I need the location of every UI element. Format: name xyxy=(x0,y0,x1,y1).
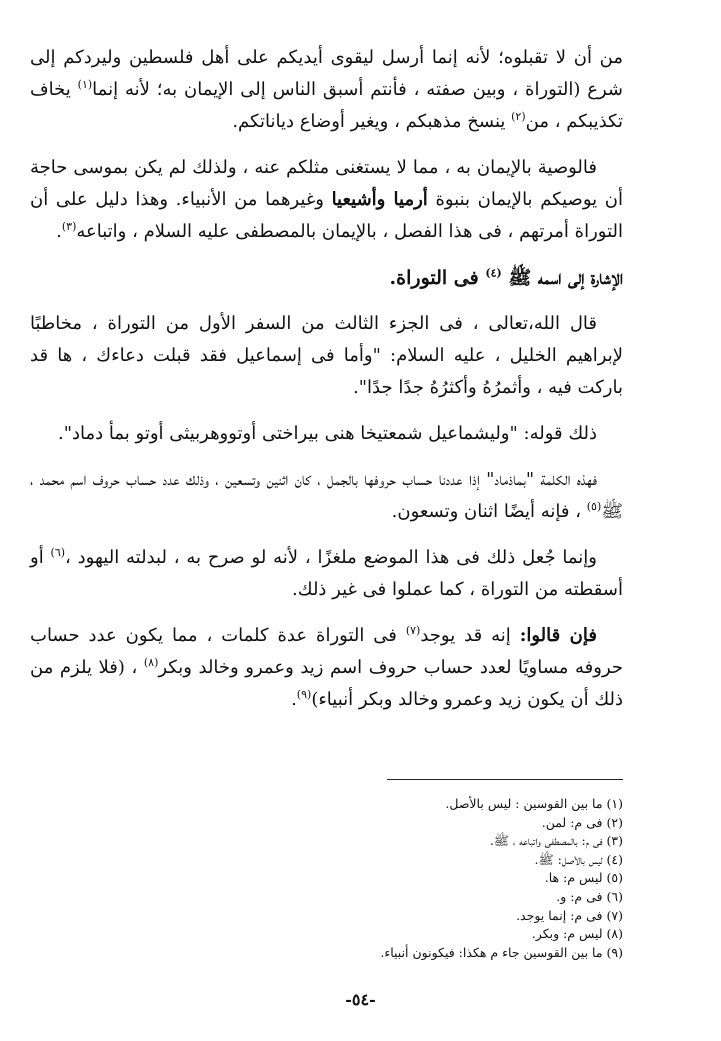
paragraph-7 xyxy=(30,620,623,716)
footnote-ref-3: (٣) xyxy=(61,220,77,233)
paragraph-2-bold-names: أرميا وأشيعيا xyxy=(331,189,428,210)
footnotes xyxy=(103,795,623,962)
paragraph-2-text-b: وغيرهما من الأنبياء. وهذا دليل على أن التوراة أمرتهم ، فى هذا الفصل ، بالإيمان بالمصطفى عليه السلام ، واتباعه xyxy=(30,189,623,242)
footnote-ref-6: (٦) xyxy=(50,546,66,559)
paragraph-7-text-d: . xyxy=(291,689,297,710)
paragraph-1-text: من أن لا تقبلوه؛ لأنه إنما أرسل ليقوى أيديكم على أهل فلسطين وليردكم إلى شرع (التوراة ، وبين صفته ، فأنتم أسبق الناس إلى الإيمان به؛ لأنه إنما xyxy=(30,47,624,100)
paragraph-7-bold-lead: فإن قالوا: xyxy=(519,625,597,646)
footnote-5: (٥) ليس م: ها. xyxy=(544,870,623,886)
paragraph-3-text: قال الله،تعالى ، فى الجزء الثالث من السفر الأول من التوراة ، مخاطبًا لإبراهيم الخليل ، عليه السلام: "وأما فى إسماعيل فقد قبلت دعاءك ، ها قد باركت فيه ، وأثمرُهُ وأكثرُهُ جدًا جدًا". xyxy=(30,313,623,398)
footnote-8: (٨) ليس م: وبكر. xyxy=(531,926,623,942)
paragraph-3 xyxy=(30,308,623,404)
paragraph-6-text-b: أو أسقطته من التوراة ، كما عملوا فى غير ذلك. xyxy=(30,547,623,600)
footnote-ref-9: (٩) xyxy=(296,688,312,701)
footnote-7: (٧) فى م: إنما يوجد. xyxy=(516,907,623,923)
paragraph-5-text: فهذه الكلمة "بماذماد" إذا عددنا حساب حروفها بالجمل ، كان اثنين وتسعين ، وذلك عدد حساب حروف اسم محمد ، ﷺ xyxy=(30,469,623,522)
paragraph-5 xyxy=(30,464,623,528)
paragraph-7-text-b: فى التوراة عدة كلمات ، مما يكون عدد حساب حروفه مساويًا لعدد حساب حروف اسم زيد وعمرو وخالد وبكر xyxy=(30,625,623,678)
footnote-3: (٣) فى م: بالمصطفى واتباعه ، ﷺ. xyxy=(489,833,623,849)
footnote-ref-8: (٨) xyxy=(143,656,159,669)
paragraph-1 xyxy=(30,42,623,138)
main-text xyxy=(30,42,623,730)
paragraph-4-text: ذلك قوله: "وليشماعيل شمعتيخا هنى بيراختى أوتووهربيثى أوتو بمأ دماد". xyxy=(58,423,597,444)
paragraph-1-text-b: يخاف تكذيبكم ، من xyxy=(30,79,623,132)
section-heading xyxy=(30,262,623,294)
footnote-4: (٤) ليس بالأصل: ﷺ. xyxy=(534,851,623,867)
footnote-6: (٦) فى م: و. xyxy=(556,888,623,904)
section-heading-text-b: فى التوراة. xyxy=(389,267,486,289)
section-heading-text: الإشارة إلى اسمه ﷺ xyxy=(501,267,623,289)
footnote-ref-2: (٢) xyxy=(511,110,526,123)
paragraph-4 xyxy=(30,418,623,450)
paragraph-5-text-b: ، فإنه أيضًا اثنان وتسعون. xyxy=(391,501,587,522)
footnote-ref-1: (١) xyxy=(77,78,93,91)
footnote-ref-7: (٧) xyxy=(405,624,421,637)
paragraph-2 xyxy=(30,152,623,248)
paragraph-2-text-c: . xyxy=(56,221,62,242)
footnote-divider xyxy=(387,779,623,780)
page-number: -٥٤- xyxy=(345,990,376,1009)
footnote-9: (٩) ما بين القوسين جاء م هكذا: فيكونون أنبياء. xyxy=(380,944,623,960)
paragraph-2-text: فالوصية بالإيمان به ، مما لا يستغنى مثلكم عنه ، ولذلك لم يكن بموسى حاجة أن يوصيكم بالإيمان بنبوة xyxy=(30,157,623,210)
footnote-ref-5: (٥) xyxy=(586,500,602,513)
paragraph-7-text-c: ، (فلا يلزم من ذلك أن يكون زيد وعمرو وخالد وبكر أنبياء) xyxy=(30,657,623,710)
paragraph-6-text: وإنما جُعل ذلك فى هذا الموضع ملغزًا ، لأنه لو صرح به ، لبدلته اليهود ، xyxy=(65,547,597,568)
paragraph-7-text: إنه قد يوجد xyxy=(420,625,520,646)
paragraph-6 xyxy=(30,542,623,606)
footnote-ref-4: (٤) xyxy=(485,266,502,280)
footnote-2: (٢) فى م: لمن. xyxy=(541,814,623,830)
footnote-1: (١) ما بين القوسين : ليس بالأصل. xyxy=(445,796,623,811)
paragraph-1-text-c: ينسخ مذهبكم ، ويغير أوضاع دياناتكم. xyxy=(232,111,512,132)
